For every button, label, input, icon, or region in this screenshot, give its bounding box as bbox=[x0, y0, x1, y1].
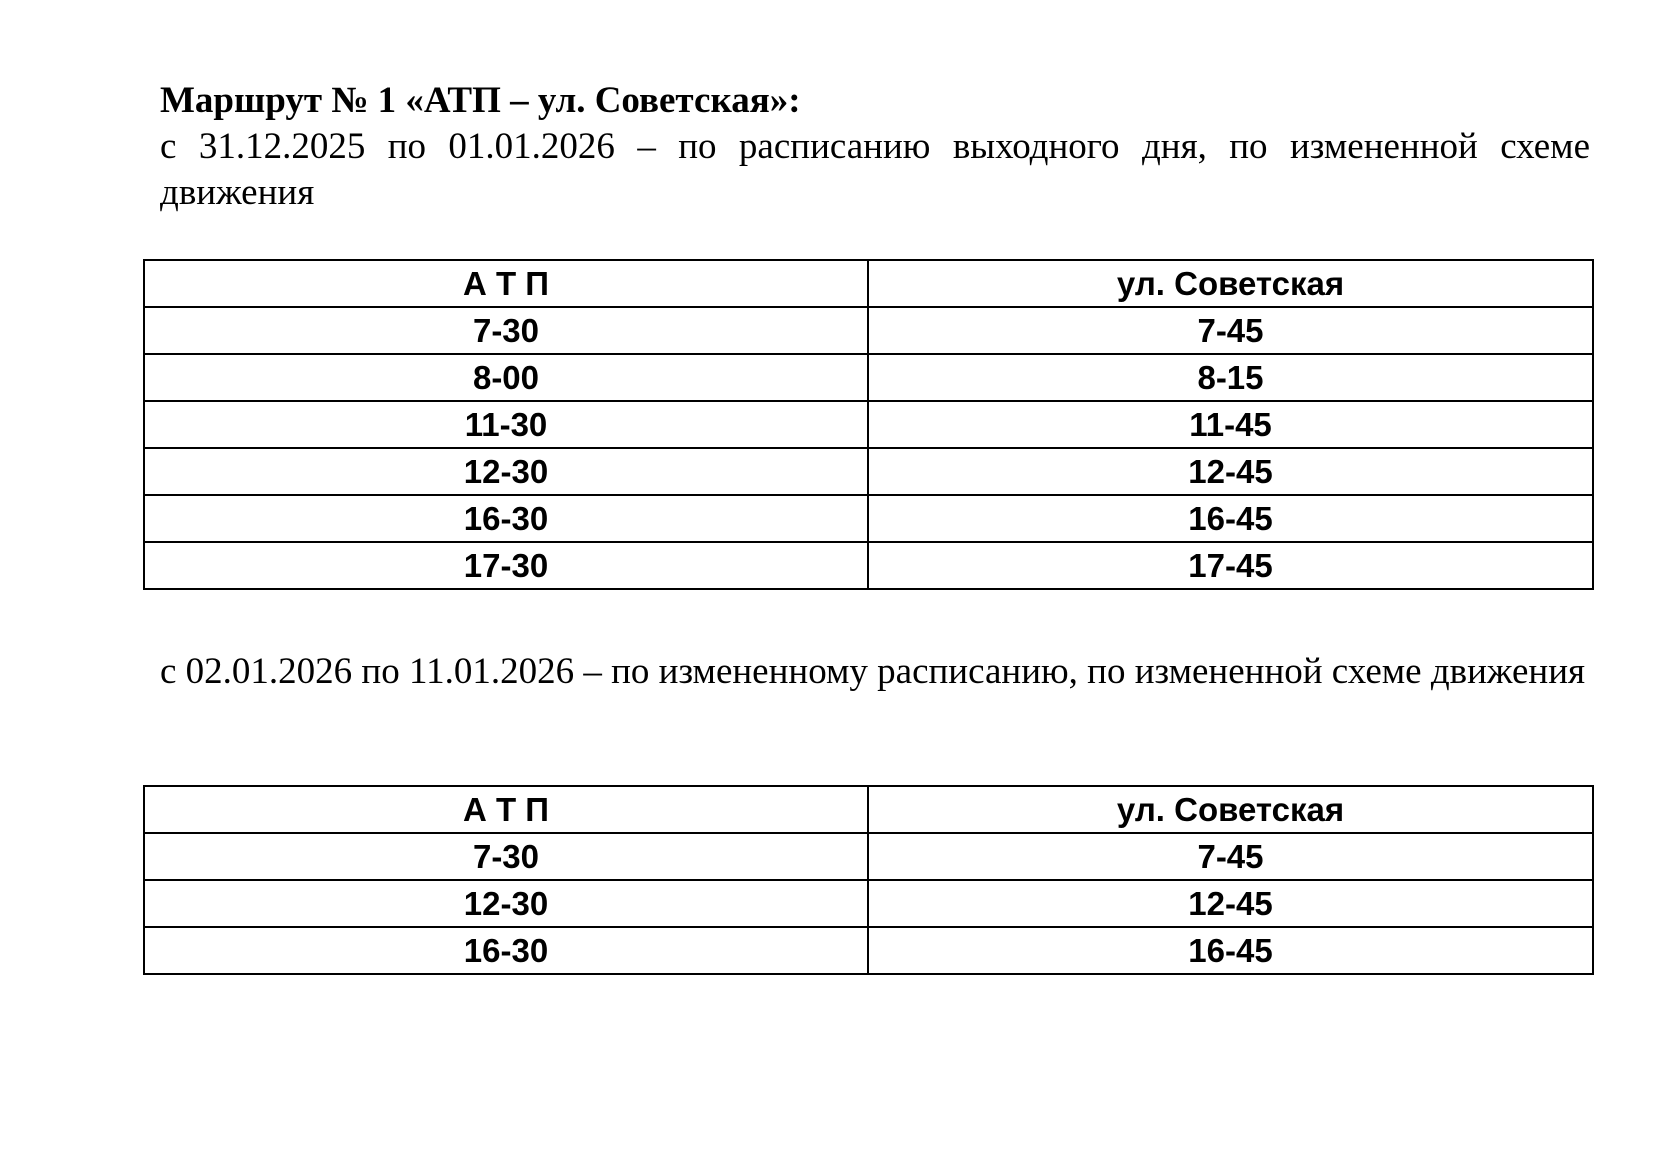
table-header-row bbox=[144, 260, 1593, 307]
period-2-description: с 02.01.2026 по 11.01.2026 – по измененному расписанию, по измененной схеме движения bbox=[160, 651, 1586, 692]
departure-atp: 16-30 bbox=[144, 495, 868, 542]
departure-sovetskaya: 7-45 bbox=[868, 307, 1593, 354]
departure-sovetskaya: 11-45 bbox=[868, 401, 1593, 448]
departure-sovetskaya: 12-45 bbox=[868, 880, 1593, 927]
column-header-atp: А Т П bbox=[144, 260, 868, 307]
table-row bbox=[144, 542, 1593, 589]
departure-atp: 7-30 bbox=[144, 833, 868, 880]
column-header-sovetskaya: ул. Советская bbox=[868, 260, 1593, 307]
departure-atp: 17-30 bbox=[144, 542, 868, 589]
schedule-table-period-1 bbox=[143, 259, 1594, 590]
table-row bbox=[144, 880, 1593, 927]
schedule-table-period-2 bbox=[143, 785, 1594, 975]
departure-atp: 16-30 bbox=[144, 927, 868, 974]
table-row bbox=[144, 495, 1593, 542]
column-header-sovetskaya: ул. Советская bbox=[868, 786, 1593, 833]
departure-sovetskaya: 8-15 bbox=[868, 354, 1593, 401]
table-row bbox=[144, 354, 1593, 401]
departure-atp: 8-00 bbox=[144, 354, 868, 401]
route-title: Маршрут № 1 «АТП – ул. Советская»: bbox=[160, 80, 801, 121]
departure-atp: 12-30 bbox=[144, 880, 868, 927]
departure-sovetskaya: 7-45 bbox=[868, 833, 1593, 880]
table-row bbox=[144, 927, 1593, 974]
departure-sovetskaya: 16-45 bbox=[868, 495, 1593, 542]
departure-atp: 12-30 bbox=[144, 448, 868, 495]
table-header-row bbox=[144, 786, 1593, 833]
table-row bbox=[144, 448, 1593, 495]
period-1-description: с 31.12.2025 по 01.01.2026 – по расписанию выходного дня, по измененной схеме движения bbox=[160, 126, 1590, 213]
departure-atp: 7-30 bbox=[144, 307, 868, 354]
column-header-atp: А Т П bbox=[144, 786, 868, 833]
table-row bbox=[144, 401, 1593, 448]
departure-atp: 11-30 bbox=[144, 401, 868, 448]
departure-sovetskaya: 12-45 bbox=[868, 448, 1593, 495]
table-row bbox=[144, 833, 1593, 880]
departure-sovetskaya: 16-45 bbox=[868, 927, 1593, 974]
departure-sovetskaya: 17-45 bbox=[868, 542, 1593, 589]
table-row bbox=[144, 307, 1593, 354]
